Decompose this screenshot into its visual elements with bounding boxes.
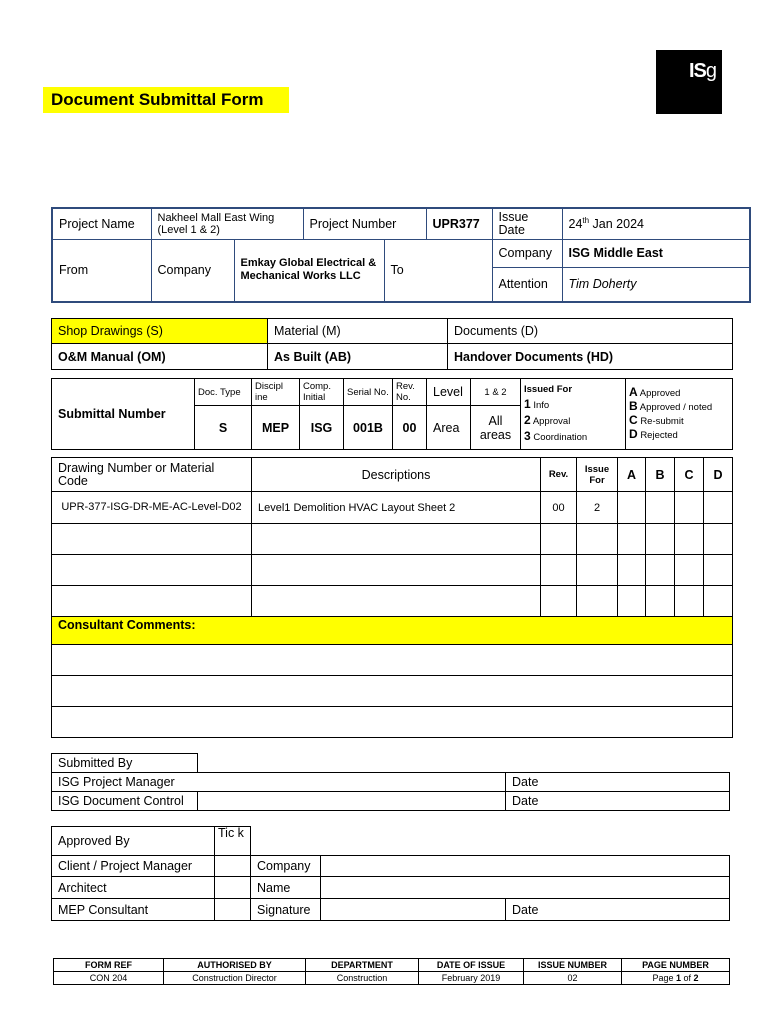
architect-label: Architect: [52, 877, 215, 899]
comment-line[interactable]: [52, 645, 733, 676]
empty-cell[interactable]: [675, 586, 704, 617]
from-company-label: Company: [151, 239, 234, 302]
empty-cell[interactable]: [704, 555, 733, 586]
doc-control-date-label: Date: [506, 792, 730, 811]
issued-for-2: 2 Approval: [524, 413, 571, 427]
comp-initial-header: Comp. Initial: [300, 379, 344, 406]
empty-cell[interactable]: [541, 524, 577, 555]
footer-authorised: Construction Director: [164, 972, 306, 985]
to-company-value: ISG Middle East: [562, 239, 750, 267]
project-info-table: [51, 207, 751, 303]
status-a: A Approved: [629, 385, 681, 399]
empty-cell[interactable]: [252, 555, 541, 586]
rev-header: Rev. No.: [393, 379, 427, 406]
doc-type-header: Doc. Type: [195, 379, 252, 406]
col-d-cell[interactable]: [704, 492, 733, 524]
consultant-comments-label: Consultant Comments:: [52, 617, 733, 645]
isg-document-control-label: ISG Document Control: [52, 792, 198, 811]
rev-value: 00: [393, 406, 427, 450]
col-b-cell[interactable]: [646, 492, 675, 524]
drawing-number-header: Drawing Number or Material Code: [52, 458, 252, 492]
empty-cell[interactable]: [618, 555, 646, 586]
empty-cell[interactable]: [704, 586, 733, 617]
empty-cell[interactable]: [577, 524, 618, 555]
empty-cell[interactable]: [675, 555, 704, 586]
issued-for-1: 1 Info: [524, 397, 550, 411]
empty-cell[interactable]: [52, 555, 252, 586]
architect-tick-cell[interactable]: [215, 877, 251, 899]
serial-value: 001B: [344, 406, 393, 450]
rev-cell: 00: [541, 492, 577, 524]
footer-issue: 02: [524, 972, 622, 985]
name-field[interactable]: [321, 877, 730, 899]
approved-by-table: [51, 826, 730, 921]
area-value: All areas: [471, 406, 521, 450]
footer-form-ref-header: FORM REF: [54, 959, 164, 972]
project-name-value: Nakheel Mall East Wing (Level 1 & 2): [151, 208, 303, 239]
empty-cell[interactable]: [52, 586, 252, 617]
category-om-manual[interactable]: O&M Manual (OM): [52, 344, 268, 370]
category-handover[interactable]: Handover Documents (HD): [448, 344, 733, 370]
col-b-header: B: [646, 458, 675, 492]
comp-initial-value: ISG: [300, 406, 344, 450]
footer-page-header: PAGE NUMBER: [622, 959, 730, 972]
table-row: [52, 492, 733, 524]
footer-form-ref: CON 204: [54, 972, 164, 985]
from-company-value: Emkay Global Electrical & Mechanical Works LLC: [234, 239, 384, 302]
footer-issue-header: ISSUE NUMBER: [524, 959, 622, 972]
level-value: 1 & 2: [471, 379, 521, 406]
status-d: D Rejected: [629, 427, 678, 441]
approved-by-label: Approved By: [52, 827, 215, 856]
status-legend: [626, 379, 733, 450]
drawings-table: [51, 457, 733, 738]
drawing-number-cell: UPR-377-ISG-DR-ME-AC-Level-D02: [52, 492, 252, 524]
signature-field[interactable]: [321, 899, 506, 921]
empty-cell[interactable]: [541, 555, 577, 586]
status-c: C Re-submit: [629, 413, 684, 427]
signature-label: Signature: [251, 899, 321, 921]
status-b: B Approved / noted: [629, 399, 713, 413]
from-label: From: [52, 239, 151, 302]
comment-line[interactable]: [52, 707, 733, 738]
attention-value: Tim Doherty: [562, 267, 750, 302]
col-c-cell[interactable]: [675, 492, 704, 524]
empty-cell[interactable]: [618, 524, 646, 555]
issue-for-cell: 2: [577, 492, 618, 524]
to-company-label: Company: [492, 239, 562, 267]
tick-label: Tic k: [215, 827, 251, 856]
issued-for-legend: [521, 379, 626, 450]
mep-tick-cell[interactable]: [215, 899, 251, 921]
empty-cell[interactable]: [252, 586, 541, 617]
client-pm-label: Client / Project Manager: [52, 856, 215, 877]
empty-cell[interactable]: [577, 586, 618, 617]
category-shop-drawings[interactable]: Shop Drawings (S): [52, 319, 268, 344]
table-row: [52, 586, 733, 617]
to-label: To: [384, 239, 492, 302]
isg-logo: ISg: [656, 50, 722, 114]
empty-cell[interactable]: [252, 524, 541, 555]
form-title: Document Submittal Form: [43, 87, 289, 113]
col-d-header: D: [704, 458, 733, 492]
footer-authorised-header: AUTHORISED BY: [164, 959, 306, 972]
client-tick-cell[interactable]: [215, 856, 251, 877]
area-label: Area: [427, 406, 471, 450]
table-row: [52, 555, 733, 586]
category-material[interactable]: Material (M): [268, 319, 448, 344]
submittal-number-table: [51, 378, 733, 450]
col-a-cell[interactable]: [618, 492, 646, 524]
discipline-value: MEP: [252, 406, 300, 450]
project-number-value: UPR377: [426, 208, 492, 239]
submitted-by-table: [51, 753, 730, 811]
footer-page: Page 1 of 2: [622, 972, 730, 985]
mep-consultant-label: MEP Consultant: [52, 899, 215, 921]
discipline-header: Discipl ine: [252, 379, 300, 406]
isg-project-manager-label: ISG Project Manager: [52, 773, 506, 792]
company-field[interactable]: [321, 856, 730, 877]
submitted-by-label: Submitted By: [52, 754, 198, 773]
serial-header: Serial No.: [344, 379, 393, 406]
empty-cell[interactable]: [52, 524, 252, 555]
empty-cell[interactable]: [541, 586, 577, 617]
submittal-label: Submittal Number: [52, 379, 195, 450]
issued-for-3: 3 Coordination: [524, 429, 588, 443]
level-label: Level: [427, 379, 471, 406]
footer-department-header: DEPARTMENT: [306, 959, 419, 972]
empty-cell[interactable]: [646, 524, 675, 555]
doc-type-value: S: [195, 406, 252, 450]
name-label: Name: [251, 877, 321, 899]
description-cell: Level1 Demolition HVAC Layout Sheet 2: [252, 492, 541, 524]
empty-cell[interactable]: [646, 555, 675, 586]
empty-cell[interactable]: [646, 586, 675, 617]
comment-line[interactable]: [52, 676, 733, 707]
attention-label: Attention: [492, 267, 562, 302]
footer-date-header: DATE OF ISSUE: [419, 959, 524, 972]
company-label: Company: [251, 856, 321, 877]
rev-col-header: Rev.: [541, 458, 577, 492]
project-number-label: Project Number: [303, 208, 426, 239]
approval-date-label: Date: [506, 899, 730, 921]
empty-cell[interactable]: [675, 524, 704, 555]
empty-cell[interactable]: [704, 524, 733, 555]
issue-date-label: Issue Date: [492, 208, 562, 239]
empty-cell[interactable]: [618, 586, 646, 617]
empty-cell[interactable]: [577, 555, 618, 586]
category-as-built[interactable]: As Built (AB): [268, 344, 448, 370]
issued-for-title: Issued For: [524, 384, 573, 395]
col-a-header: A: [618, 458, 646, 492]
category-table: [51, 318, 733, 370]
pm-date-label: Date: [506, 773, 730, 792]
category-documents[interactable]: Documents (D): [448, 319, 733, 344]
footer-department: Construction: [306, 972, 419, 985]
issue-date-value: 24th Jan 2024: [562, 208, 750, 239]
table-row: [52, 524, 733, 555]
footer-date: February 2019: [419, 972, 524, 985]
col-c-header: C: [675, 458, 704, 492]
issue-for-col-header: Issue For: [577, 458, 618, 492]
project-name-label: Project Name: [52, 208, 151, 239]
descriptions-header: Descriptions: [252, 458, 541, 492]
footer-table: [53, 958, 730, 985]
